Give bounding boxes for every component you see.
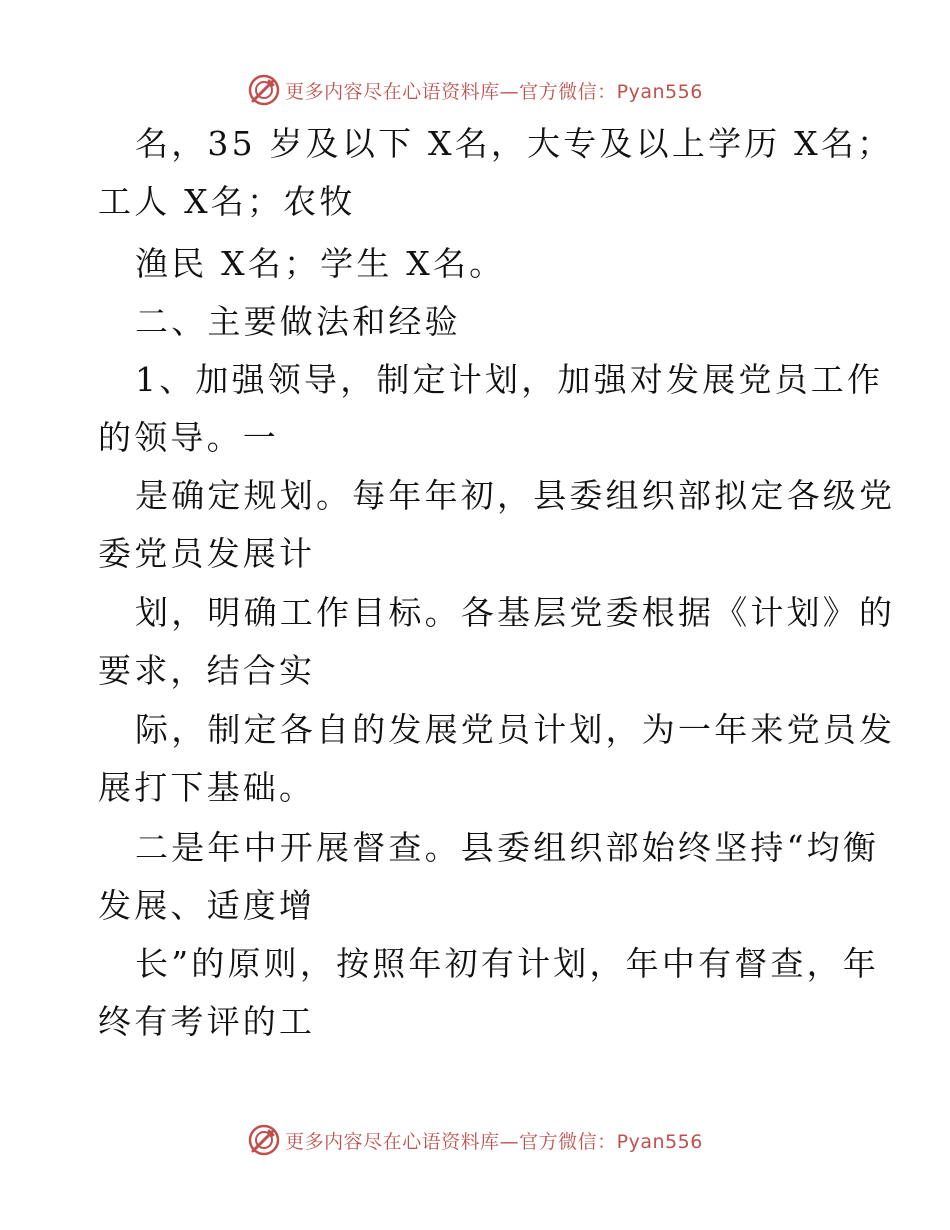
paragraph-line: 二是年中开展督查。县委组织部始终坚持“均衡 <box>135 828 880 867</box>
footer-watermark <box>0 1120 950 1160</box>
section-heading: 二、主要做法和经验 <box>135 302 461 341</box>
paragraph-line: 发展、适度增 <box>98 886 316 925</box>
paragraph-line: 终有考评的工 <box>98 1002 316 1041</box>
watermark-text: 更多内容尽在心语资料库—官方微信：Pyan556 <box>285 1130 703 1153</box>
paragraph-line: 1、加强领导，制定计划，加强对发展党员工作 <box>135 360 884 399</box>
paragraph-line: 展打下基础。 <box>98 768 316 807</box>
paragraph-line: 要求，结合实 <box>98 651 316 690</box>
stamp-logo-icon <box>247 1123 281 1157</box>
paragraph-line: 的领导。一 <box>98 418 279 457</box>
paragraph-line: 划，明确工作目标。各基层党委根据《计划》的 <box>135 593 896 632</box>
paragraph-line: 是确定规划。每年年初，县委组织部拟定各级党 <box>135 476 896 515</box>
paragraph-line: 工人 X名；农牧 <box>98 182 356 221</box>
paragraph-line: 长”的原则，按照年初有计划，年中有督查，年 <box>135 944 880 983</box>
paragraph-line: 际，制定各自的发展党员计划，为一年来党员发 <box>135 710 896 749</box>
watermark-text: 更多内容尽在心语资料库—官方微信：Pyan556 <box>285 80 703 103</box>
paragraph-line: 名，35 岁及以下 X名，大专及以上学历 X名； <box>135 124 894 163</box>
paragraph-line: 委党员发展计 <box>98 534 316 573</box>
paragraph-line: 渔民 X名；学生 X名。 <box>135 244 506 283</box>
